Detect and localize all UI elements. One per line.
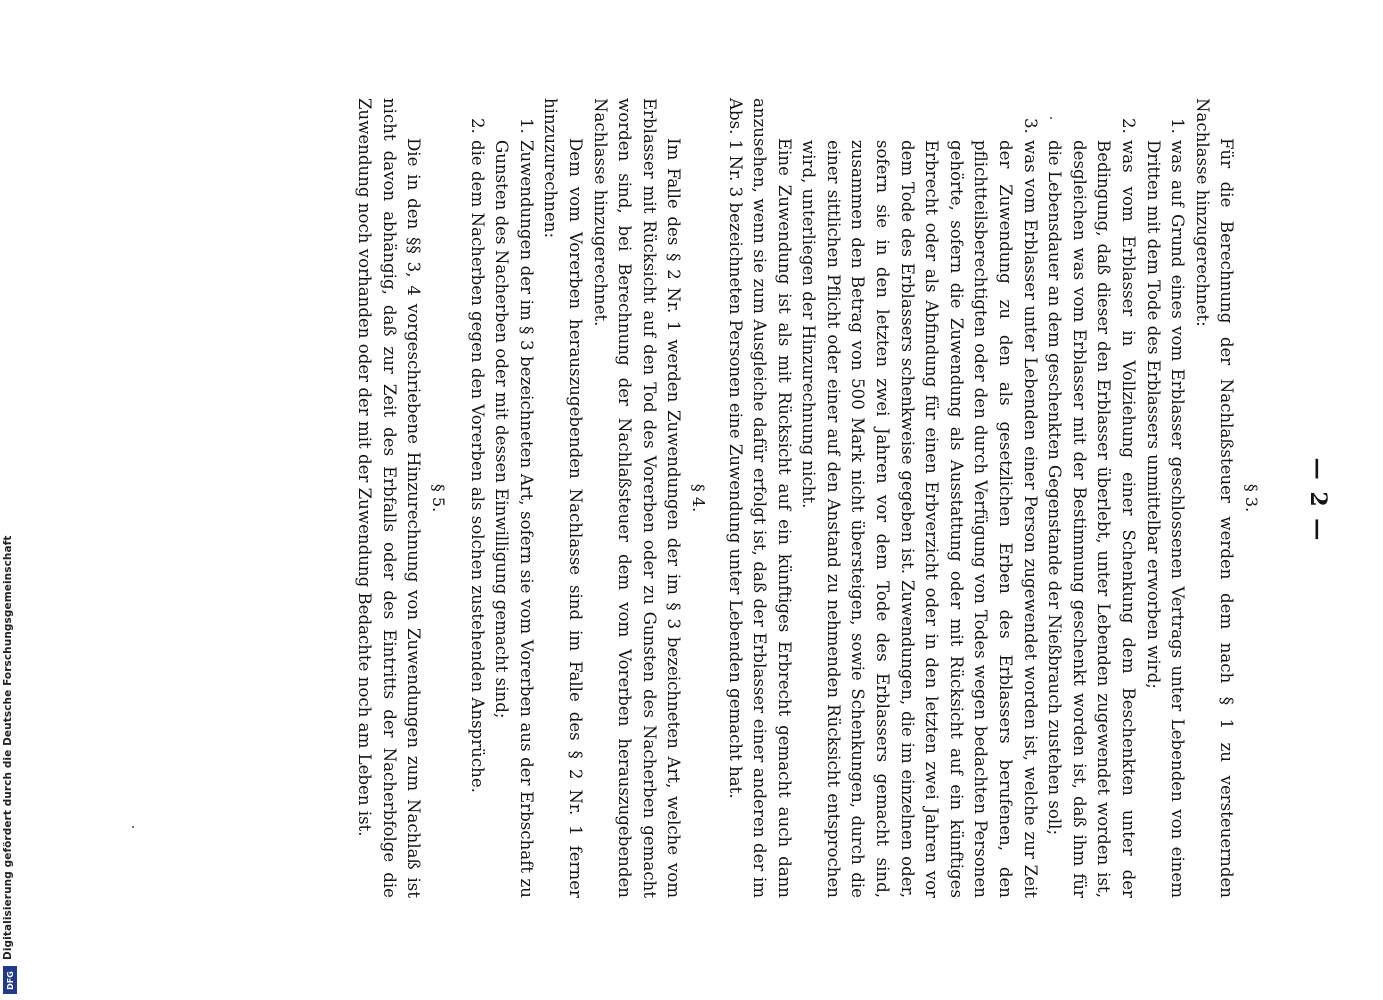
list-item-number: 3.	[1020, 118, 1040, 134]
list-item	[464, 98, 489, 898]
dfg-logo-text: DFG	[5, 970, 15, 990]
funding-credit: Digitalisierung gefördert durch die Deutsche Forschungsgemeinschaft	[2, 535, 14, 960]
list-item-number: 1.	[1168, 118, 1188, 134]
list-item-text: was vom Erblasser in Vollziehung einer Schenkung dem Beschenkten unter der Bedingung, daß dieser den Erblasser überlebt, unter Lebenden zugewendet worden ist, desgleichen was vom Erblasser mit der Bestimmung geschenkt worden ist, daß ihm für die Lebensdauer an dem geschenkten Gegenstande der Nießbrauch zustehen soll;	[1045, 140, 1139, 898]
list-item-text: Zuwendungen der im § 3 bezeichneten Art, sofern sie vom Vorerben aus der Erbschaft zu Gunsten des Nacherben oder mit dessen Einwilligung gemacht sind;	[492, 140, 536, 898]
section-4-paragraph-2: Dem vom Vorerben herauszugebenden Nachlasse sind im Falle des § 2 Nr. 1 ferner hinzuzurechnen:	[541, 98, 585, 898]
section-3-intro: Für die Berechnung der Nachlaßsteuer werden dem nach § 1 zu versteuernden Nachlasse hinzugerechnet:	[1192, 98, 1237, 898]
section-heading-3: § 3.	[1242, 483, 1261, 513]
section-4-paragraph-1: Im Falle des § 2 Nr. 1 werden Zuwendungen der im § 3 bezeichneten Art, welche vom Erblasser mit Rücksicht auf den Tod des Vorerben oder zu Gunsten des Nacherben gemacht worden sind, bei Berechnung der Nachlaßsteuer dem vom Vorerben herauszugebenden Nachlasse hinzugerechnet.	[590, 98, 684, 898]
list-item-text: was auf Grund eines vom Erblasser geschlossenen Vertrags unter Lebenden von einem Dritten mit dem Tode des Erblassers unmittelbar erworben wird;	[1143, 140, 1188, 898]
list-item-number: 2.	[467, 118, 487, 134]
list-item	[1042, 98, 1140, 898]
page-number: — 2 —	[1305, 457, 1331, 543]
list-item	[489, 98, 538, 898]
list-item-number: 2.	[1119, 118, 1139, 134]
list-item-text: was vom Erblasser unter Lebenden einer Person zugewendet worden ist, welche zur Zeit der Zuwendung zu den als gesetzlichen Erben des Erblassers berufenen, den pflichtteilsberechtigten oder den durch Verfügung von Todes wegen bedachten Personen gehörte, sofern die Zuwendung als Ausstattung oder mit Rücksicht auf ein künftiges Erbrecht oder als Abfindung für einen Erbverzicht oder in den letzten zwei Jahren vor dem Tode des Erblassers schenkweise gegeben ist. Zuwendungen, die im einzelnen oder, sofern sie in den letzten zwei Jahren vor dem Tode des Erblassers gemacht sind, zusammen den Betrag von 500 Mark nicht übersteigen, sowie Schenkungen, durch die einer sittlichen Pflicht oder einer auf den Anstand zu nehmenden Rücksicht entsprochen wird, unterliegen der Hinzurechnung nicht.	[799, 140, 1040, 898]
digitization-footer	[0, 0, 30, 1000]
list-item	[1140, 98, 1189, 898]
list-item-text: die dem Nacherben gegen den Vorerben als solchen zustehenden Ansprüche.	[467, 140, 487, 793]
section-heading-5: § 5.	[429, 483, 448, 513]
list-item-number: 1.	[516, 118, 536, 134]
section-5-paragraph-1: Die in den §§ 3, 4 vorgeschriebene Hinzurechnung von Zuwendungen zum Nachlaß ist nicht davon abhängig, daß zur Zeit des Erbfalls oder des Eintritts der Nacherbfolge die Zuwendung noch vorhanden oder der mit der Zuwendung Bedachte noch am Leben ist.	[355, 98, 424, 898]
section-3-closing: Eine Zuwendung ist als mit Rücksicht auf ein künftiges Erbrecht gemacht auch dann anzusehen, wenn sie zum Ausgleiche dafür erfolgt ist, daß der Erblasser einer anderen der im Abs. 1 Nr. 3 bezeichneten Personen eine Zuwendung unter Lebenden gemacht hat.	[725, 98, 794, 898]
page-body	[352, 98, 1263, 898]
dfg-logo	[3, 966, 17, 994]
list-item	[796, 98, 1042, 898]
section-heading-4: § 4.	[688, 483, 708, 513]
